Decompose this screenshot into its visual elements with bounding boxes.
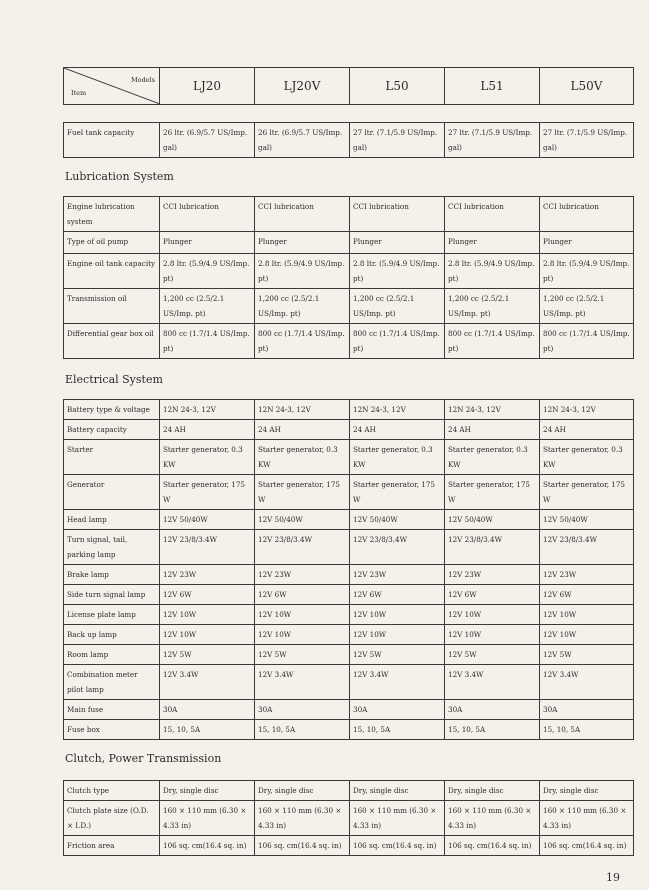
models-label: Models (131, 76, 155, 84)
spec-cell: 12V 50/40W (445, 510, 540, 530)
spec-cell: Dry, single disc (540, 781, 634, 801)
spec-cell: 24 AH (540, 420, 634, 440)
row-label: Differential gear box oil (64, 324, 160, 359)
spec-cell: 12V 6W (350, 585, 445, 605)
spec-cell: 27 ltr. (7.1/5.9 US/Imp. gal) (350, 123, 445, 158)
table-row (64, 565, 634, 585)
row-label: Friction area (64, 836, 160, 856)
spec-cell: 15, 10, 5A (540, 720, 634, 740)
row-label: Back up lamp (64, 625, 160, 645)
spec-cell: Starter generator, 0.3 KW (350, 440, 445, 475)
model-lj20v: LJ20V (255, 68, 350, 105)
spec-cell: 1,200 cc (2.5/2.1 US/Imp. pt) (540, 289, 634, 324)
spec-cell: 800 cc (1.7/1.4 US/Imp. pt) (445, 324, 540, 359)
row-label: Engine lubrication system (64, 197, 160, 232)
table-row (64, 665, 634, 700)
spec-cell: CCI lubrication (160, 197, 255, 232)
spec-cell: 106 sq. cm(16.4 sq. in) (255, 836, 350, 856)
spec-cell: Starter generator, 175 W (350, 475, 445, 510)
spec-cell: 2.8 ltr. (5.9/4.9 US/Imp. pt) (160, 254, 255, 289)
spec-cell: 2.8 ltr. (5.9/4.9 US/Imp. pt) (350, 254, 445, 289)
spec-cell: 30A (255, 700, 350, 720)
table-row (64, 289, 634, 324)
row-label: Clutch type (64, 781, 160, 801)
spec-cell: 12V 3.4W (540, 665, 634, 700)
spec-cell: 12V 50/40W (160, 510, 255, 530)
row-label: Type of oil pump (64, 232, 160, 254)
spec-cell: 12V 10W (445, 625, 540, 645)
spec-cell: CCI lubrication (540, 197, 634, 232)
spec-cell: 106 sq. cm(16.4 sq. in) (445, 836, 540, 856)
model-l51: L51 (445, 68, 540, 105)
spec-cell: Plunger (255, 232, 350, 254)
spec-cell: 12V 23W (255, 565, 350, 585)
spec-cell: 160 × 110 mm (6.30 × 4.33 in) (445, 801, 540, 836)
spec-cell: 2.8 ltr. (5.9/4.9 US/Imp. pt) (255, 254, 350, 289)
spec-cell: 800 cc (1.7/1.4 US/Imp. pt) (255, 324, 350, 359)
spec-cell: 1,200 cc (2.5/2.1 US/Imp. pt) (160, 289, 255, 324)
table-row (64, 510, 634, 530)
table-row (64, 400, 634, 420)
spec-cell: 26 ltr. (6.9/5.7 US/Imp. gal) (255, 123, 350, 158)
spec-cell: 24 AH (160, 420, 255, 440)
row-label: Battery capacity (64, 420, 160, 440)
spec-cell: 27 ltr. (7.1/5.9 US/Imp. gal) (445, 123, 540, 158)
spec-cell: Starter generator, 0.3 KW (160, 440, 255, 475)
electrical-table (63, 399, 634, 740)
spec-cell: 12N 24-3, 12V (445, 400, 540, 420)
row-label: Starter (64, 440, 160, 475)
row-label: Battery type & voltage (64, 400, 160, 420)
spec-cell: 12V 5W (255, 645, 350, 665)
table-row (64, 836, 634, 856)
spec-cell: Plunger (160, 232, 255, 254)
spec-cell: 12V 50/40W (255, 510, 350, 530)
table-row (64, 645, 634, 665)
table-row (64, 530, 634, 565)
spec-cell: 106 sq. cm(16.4 sq. in) (160, 836, 255, 856)
spec-cell: 12V 10W (350, 625, 445, 645)
row-label: Clutch plate size (O.D. × I.D.) (64, 801, 160, 836)
table-row (64, 700, 634, 720)
table-row (64, 585, 634, 605)
table-row (64, 254, 634, 289)
row-label: Fuse box (64, 720, 160, 740)
spec-cell: 12V 5W (350, 645, 445, 665)
spec-cell: 12V 5W (445, 645, 540, 665)
spec-cell: Dry, single disc (160, 781, 255, 801)
spec-cell: 12V 23W (540, 565, 634, 585)
row-label: Fuel tank capacity (64, 123, 160, 158)
spec-cell: Starter generator, 175 W (540, 475, 634, 510)
spec-cell: 12N 24-3, 12V (255, 400, 350, 420)
table-row (64, 605, 634, 625)
spec-cell: CCI lubrication (255, 197, 350, 232)
table-row (64, 232, 634, 254)
spec-cell: 12V 10W (350, 605, 445, 625)
spec-cell: 12V 3.4W (445, 665, 540, 700)
model-lj20: LJ20 (160, 68, 255, 105)
spec-cell: 12V 23W (445, 565, 540, 585)
spec-cell: Starter generator, 0.3 KW (255, 440, 350, 475)
spec-cell: Starter generator, 0.3 KW (540, 440, 634, 475)
spec-cell: 27 ltr. (7.1/5.9 US/Imp. gal) (540, 123, 634, 158)
row-label: Engine oil tank capacity (64, 254, 160, 289)
models-header-table (63, 67, 634, 105)
spec-cell: 12V 23/8/3.4W (255, 530, 350, 565)
spec-cell: Plunger (540, 232, 634, 254)
model-l50v: L50V (540, 68, 634, 105)
row-label: Head lamp (64, 510, 160, 530)
item-label: Item (71, 89, 87, 97)
table-row (64, 324, 634, 359)
row-label: Turn signal, tail, parking lamp (64, 530, 160, 565)
clutch-table (63, 780, 634, 856)
spec-cell: 26 ltr. (6.9/5.7 US/Imp. gal) (160, 123, 255, 158)
spec-cell: 160 × 110 mm (6.30 × 4.33 in) (255, 801, 350, 836)
table-row (64, 475, 634, 510)
row-label: Brake lamp (64, 565, 160, 585)
spec-cell: Dry, single disc (445, 781, 540, 801)
spec-cell: 12V 6W (445, 585, 540, 605)
spec-cell: 30A (540, 700, 634, 720)
header-corner-cell (64, 68, 160, 105)
spec-cell: Starter generator, 0.3 KW (445, 440, 540, 475)
spec-cell: 800 cc (1.7/1.4 US/Imp. pt) (350, 324, 445, 359)
spec-cell: 12V 10W (255, 605, 350, 625)
spec-cell: 12V 50/40W (350, 510, 445, 530)
spec-cell: CCI lubrication (445, 197, 540, 232)
spec-cell: 12V 23/8/3.4W (350, 530, 445, 565)
spec-cell: 30A (350, 700, 445, 720)
spec-cell: 1,200 cc (2.5/2.1 US/Imp. pt) (255, 289, 350, 324)
spec-cell: Starter generator, 175 W (255, 475, 350, 510)
spec-cell: 160 × 110 mm (6.30 × 4.33 in) (160, 801, 255, 836)
spec-cell: 12V 6W (255, 585, 350, 605)
spec-cell: 15, 10, 5A (160, 720, 255, 740)
spec-cell: 12V 10W (540, 625, 634, 645)
spec-cell: 12N 24-3, 12V (540, 400, 634, 420)
spec-cell: 12V 10W (160, 605, 255, 625)
row-label: Combination meter pilot lamp (64, 665, 160, 700)
spec-cell: 24 AH (445, 420, 540, 440)
table-row (64, 625, 634, 645)
spec-cell: 12V 3.4W (255, 665, 350, 700)
spec-cell: 24 AH (255, 420, 350, 440)
spec-cell: 12V 23/8/3.4W (445, 530, 540, 565)
spec-cell: 106 sq. cm(16.4 sq. in) (540, 836, 634, 856)
spec-cell: Plunger (445, 232, 540, 254)
spec-cell: 12V 3.4W (160, 665, 255, 700)
spec-cell: 800 cc (1.7/1.4 US/Imp. pt) (540, 324, 634, 359)
spec-cell: CCI lubrication (350, 197, 445, 232)
clutch-heading: Clutch, Power Transmission (65, 752, 222, 765)
table-row (64, 801, 634, 836)
spec-cell: 12V 6W (540, 585, 634, 605)
spec-cell: 106 sq. cm(16.4 sq. in) (350, 836, 445, 856)
fuel-table (63, 122, 634, 158)
spec-cell: 12N 24-3, 12V (350, 400, 445, 420)
spec-cell: 15, 10, 5A (445, 720, 540, 740)
row-label: Main fuse (64, 700, 160, 720)
spec-cell: 12V 50/40W (540, 510, 634, 530)
spec-cell: 12V 23/8/3.4W (540, 530, 634, 565)
spec-cell: 12V 5W (540, 645, 634, 665)
lubrication-heading: Lubrication System (65, 170, 174, 183)
spec-cell: 12V 23W (350, 565, 445, 585)
row-label: Side turn signal lamp (64, 585, 160, 605)
spec-cell: 1,200 cc (2.5/2.1 US/Imp. pt) (350, 289, 445, 324)
spec-cell: 800 cc (1.7/1.4 US/Imp. pt) (160, 324, 255, 359)
spec-cell: 2.8 ltr. (5.9/4.9 US/Imp. pt) (445, 254, 540, 289)
table-row (64, 781, 634, 801)
table-row (64, 720, 634, 740)
spec-cell: 15, 10, 5A (255, 720, 350, 740)
electrical-heading: Electrical System (65, 373, 163, 386)
spec-cell: 12V 10W (255, 625, 350, 645)
row-label: Transmission oil (64, 289, 160, 324)
row-label: Generator (64, 475, 160, 510)
table-row (64, 123, 634, 158)
spec-cell: 24 AH (350, 420, 445, 440)
table-row (64, 440, 634, 475)
spec-cell: 1,200 cc (2.5/2.1 US/Imp. pt) (445, 289, 540, 324)
spec-cell: 12V 23/8/3.4W (160, 530, 255, 565)
spec-cell: Starter generator, 175 W (445, 475, 540, 510)
table-row (64, 420, 634, 440)
spec-cell: 12V 3.4W (350, 665, 445, 700)
spec-cell: 12V 10W (540, 605, 634, 625)
model-l50: L50 (350, 68, 445, 105)
spec-cell: 15, 10, 5A (350, 720, 445, 740)
spec-cell: Starter generator, 175 W (160, 475, 255, 510)
spec-cell: 12V 23W (160, 565, 255, 585)
spec-cell: 12V 6W (160, 585, 255, 605)
spec-cell: Plunger (350, 232, 445, 254)
spec-cell: 12V 10W (160, 625, 255, 645)
spec-cell: 12N 24-3, 12V (160, 400, 255, 420)
lubrication-table (63, 196, 634, 359)
spec-cell: Dry, single disc (255, 781, 350, 801)
spec-cell: 12V 10W (445, 605, 540, 625)
table-row (64, 197, 634, 232)
row-label: License plate lamp (64, 605, 160, 625)
spec-cell: Dry, single disc (350, 781, 445, 801)
spec-cell: 30A (160, 700, 255, 720)
spec-cell: 160 × 110 mm (6.30 × 4.33 in) (540, 801, 634, 836)
spec-cell: 160 × 110 mm (6.30 × 4.33 in) (350, 801, 445, 836)
spec-cell: 2.8 ltr. (5.9/4.9 US/Imp. pt) (540, 254, 634, 289)
spec-cell: 12V 5W (160, 645, 255, 665)
spec-cell: 30A (445, 700, 540, 720)
page-number: 19 (606, 871, 620, 884)
row-label: Room lamp (64, 645, 160, 665)
